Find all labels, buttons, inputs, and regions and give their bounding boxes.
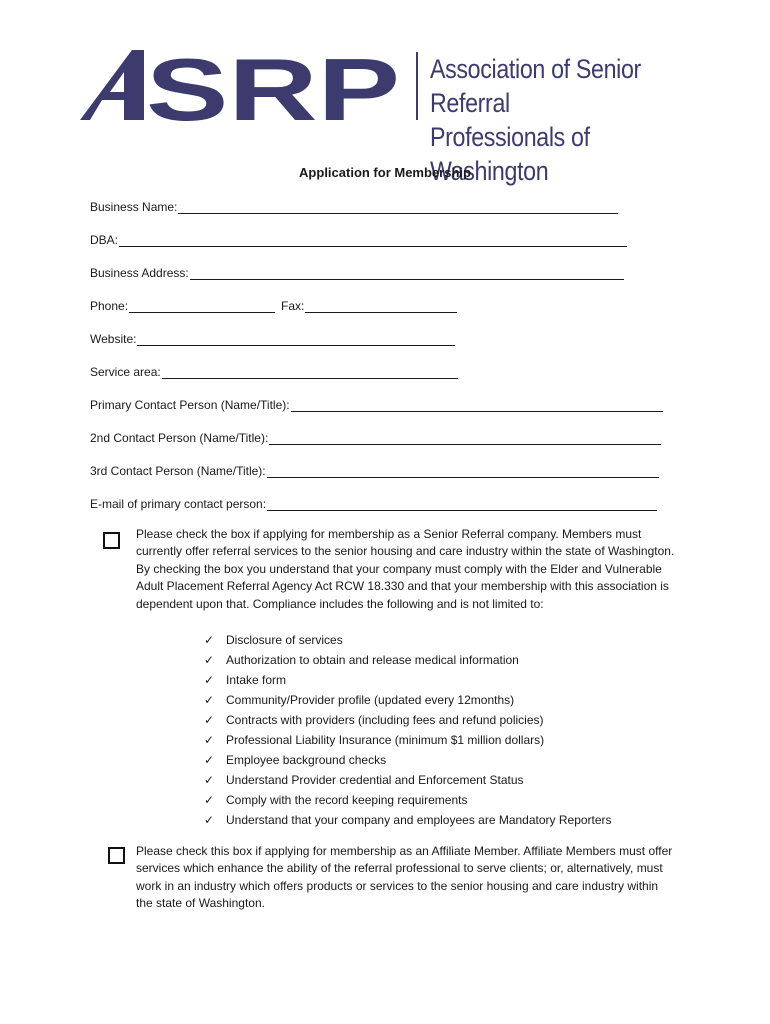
list-item-text: Authorization to obtain and release medical information bbox=[226, 653, 519, 667]
field-third-contact bbox=[90, 462, 659, 478]
page-title: Application for Membership bbox=[299, 165, 471, 180]
field-label: Business Address: bbox=[90, 266, 189, 280]
phone-input[interactable] bbox=[129, 300, 275, 313]
field-label: E-mail of primary contact person: bbox=[90, 497, 267, 511]
check-mark-icon: ✓ bbox=[204, 633, 215, 647]
field-dba bbox=[90, 231, 627, 247]
field-label: Service area: bbox=[90, 365, 161, 379]
list-item-text: Community/Provider profile (updated every 12months) bbox=[226, 693, 515, 707]
field-label: Website: bbox=[90, 332, 137, 346]
field-service-area bbox=[90, 363, 458, 379]
list-item-text: Employee background checks bbox=[226, 753, 387, 767]
check-mark-icon: ✓ bbox=[204, 813, 215, 827]
list-item bbox=[204, 730, 612, 750]
check-mark-icon: ✓ bbox=[204, 733, 215, 747]
logo-org-line1: Association of Senior Referral bbox=[430, 54, 641, 118]
field-label: DBA: bbox=[90, 233, 119, 247]
business-name-input[interactable] bbox=[178, 201, 618, 214]
second-contact-input[interactable] bbox=[269, 432, 661, 445]
affiliate-description: Please check this box if applying for membership as an Affiliate Member. Affiliate Members must offer services which enhance the ability of the referral professional to serve clients; or, alternatively, must work in an industry which offers products or services to the senior housing and care industry within the state of Washington. bbox=[136, 844, 673, 911]
asrp-logo-mark bbox=[80, 48, 400, 124]
list-item bbox=[204, 650, 612, 670]
field-website bbox=[90, 330, 455, 346]
check-mark-icon: ✓ bbox=[204, 673, 215, 687]
logo-divider bbox=[416, 52, 418, 120]
dba-input[interactable] bbox=[119, 234, 627, 247]
list-item-text: Disclosure of services bbox=[226, 633, 343, 647]
fax-input[interactable] bbox=[305, 300, 457, 313]
service-area-input[interactable] bbox=[162, 366, 458, 379]
list-item bbox=[204, 790, 612, 810]
field-second-contact bbox=[90, 429, 661, 445]
field-label: 2nd Contact Person (Name/Title): bbox=[90, 431, 269, 445]
primary-contact-input[interactable] bbox=[291, 399, 663, 412]
field-label: 3rd Contact Person (Name/Title): bbox=[90, 464, 266, 478]
field-label: Primary Contact Person (Name/Title): bbox=[90, 398, 290, 412]
field-label: Business Name: bbox=[90, 200, 178, 214]
list-item-text: Understand that your company and employees are Mandatory Reporters bbox=[226, 813, 612, 827]
field-primary-contact bbox=[90, 396, 663, 412]
field-phone-fax bbox=[90, 297, 457, 313]
list-item-text: Contracts with providers (including fees and refund policies) bbox=[226, 713, 544, 727]
list-item-text: Understand Provider credential and Enforcement Status bbox=[226, 773, 524, 787]
senior-referral-description: Please check the box if applying for membership as a Senior Referral company. Members must currently offer referral services to the senior housing and care industry within the state of Washington. By checking the box you understand that your company must comply with the Elder and Vulnerable Adult Placement Referral Agency Act RCW 18.330 and that your membership with this association is dependent upon that. Compliance includes the following and is not limited to: bbox=[136, 527, 675, 611]
check-mark-icon: ✓ bbox=[204, 753, 215, 767]
affiliate-checkbox[interactable] bbox=[108, 847, 125, 864]
field-business-name bbox=[90, 198, 618, 214]
primary-email-input[interactable] bbox=[267, 498, 657, 511]
check-mark-icon: ✓ bbox=[204, 793, 215, 807]
list-item bbox=[204, 670, 612, 690]
check-mark-icon: ✓ bbox=[204, 713, 215, 727]
website-input[interactable] bbox=[137, 333, 455, 346]
logo-srp-letters: SRP bbox=[146, 48, 400, 124]
logo-org-line2: Professionals of Washington bbox=[430, 122, 590, 186]
field-label: Fax: bbox=[281, 299, 305, 313]
field-business-address bbox=[90, 264, 624, 280]
list-item-text: Intake form bbox=[226, 673, 287, 687]
list-item-text: Comply with the record keeping requirements bbox=[226, 793, 468, 807]
compliance-requirements-list bbox=[204, 630, 612, 830]
business-address-input[interactable] bbox=[190, 267, 624, 280]
check-mark-icon: ✓ bbox=[204, 653, 215, 667]
list-item bbox=[204, 690, 612, 710]
field-primary-email bbox=[90, 495, 657, 511]
third-contact-input[interactable] bbox=[267, 465, 659, 478]
list-item bbox=[204, 710, 612, 730]
check-mark-icon: ✓ bbox=[204, 773, 215, 787]
senior-referral-checkbox[interactable] bbox=[103, 532, 120, 549]
list-item-text: Professional Liability Insurance (minimum $1 million dollars) bbox=[226, 733, 545, 747]
list-item bbox=[204, 770, 612, 790]
list-item bbox=[204, 810, 612, 830]
logo-a-shape bbox=[80, 50, 144, 120]
list-item bbox=[204, 630, 612, 650]
field-label: Phone: bbox=[90, 299, 129, 313]
list-item bbox=[204, 750, 612, 770]
check-mark-icon: ✓ bbox=[204, 693, 215, 707]
